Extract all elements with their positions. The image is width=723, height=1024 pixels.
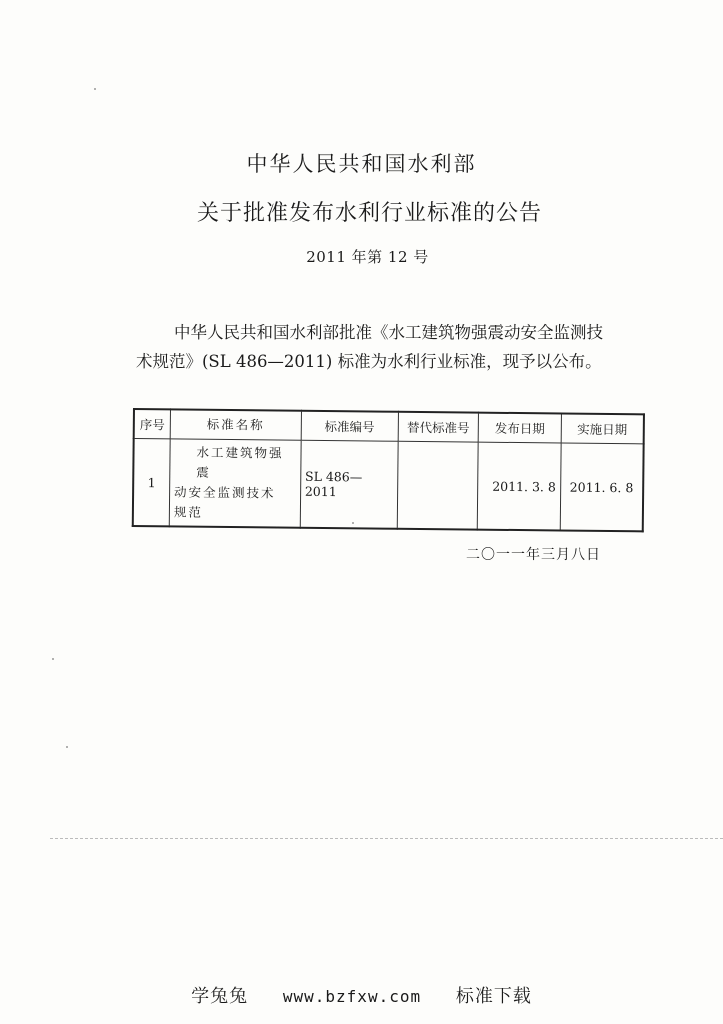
cell-implemented: 2011. 6. 8: [560, 443, 644, 531]
header-published: 发布日期: [479, 413, 562, 443]
header-name: 标准名称: [170, 409, 301, 440]
scan-speck: [66, 746, 68, 748]
cell-name: 水工建筑物强震 动安全监测技术 规范: [169, 439, 301, 528]
cell-replaced: [397, 441, 479, 529]
header-implemented: 实施日期: [561, 413, 644, 443]
header-code: 标准编号: [301, 411, 398, 442]
watermark-footer: [0, 982, 723, 1008]
scan-speck: [94, 88, 96, 90]
scan-speck: [352, 522, 354, 524]
footer-site-name: 学兔兔: [191, 986, 249, 1007]
footer-url[interactable]: www.bzfxw.com: [282, 987, 422, 1006]
announcement-title: 关于批准发布水利行业标准的公告: [196, 201, 542, 226]
header-index: 序号: [134, 409, 171, 439]
paragraph-line-2: 术规范》(SL 486—2011) 标准为水利行业标准，现予以公布。: [136, 352, 602, 371]
cell-code: SL 486—2011: [300, 440, 398, 529]
cell-index: 1: [133, 439, 170, 527]
issuer-heading: 中华人民共和国水利部: [246, 152, 477, 176]
announcement-paragraph: [138, 318, 658, 376]
scan-divider-line: [50, 838, 723, 839]
paragraph-line-1: 中华人民共和国水利部批准《水工建筑物强震动安全监测技: [174, 323, 603, 342]
table-row: [133, 439, 644, 532]
announcement-number: 2011 年第 12 号: [306, 248, 429, 266]
standards-table: [132, 408, 645, 532]
footer-tagline: 标准下载: [455, 986, 532, 1007]
scan-speck: [52, 658, 54, 660]
issue-date: 二〇一一年三月八日: [466, 547, 601, 563]
cell-published: 2011. 3. 8: [478, 442, 561, 530]
header-replaced: 替代标准号: [398, 412, 479, 442]
